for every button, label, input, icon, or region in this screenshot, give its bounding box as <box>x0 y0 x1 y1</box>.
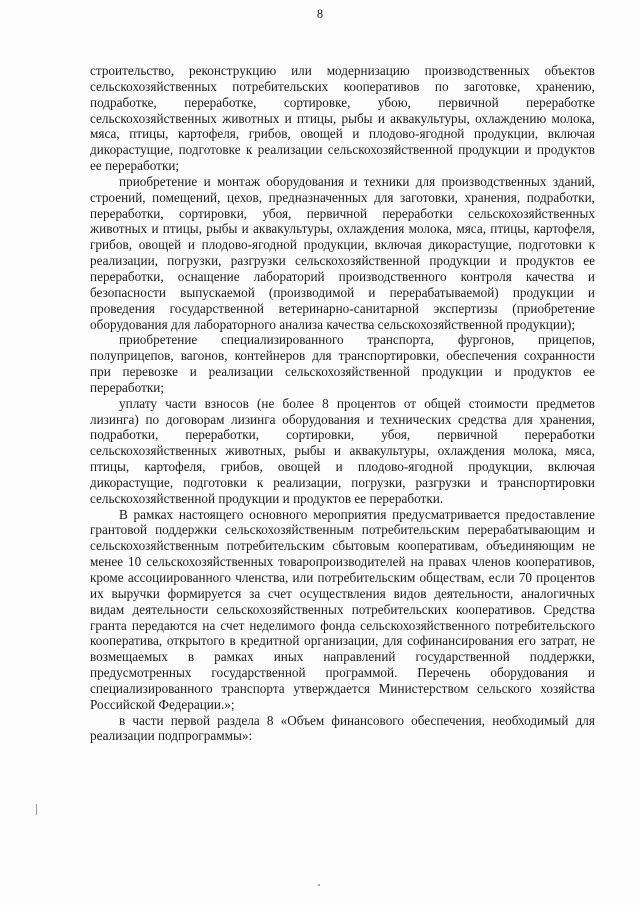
paragraph-equipment: приобретение и монтаж оборудования и техники для производственных зданий, строений, помещений, цехов, предназначенных для заготовки, хранения, подработки, переработки, сортировки, убоя, первичной переработки сельскохозяйственных животных и птицы, рыбы и аквакультуры, охлаждения молока, мяса, птицы, картофеля, грибов, овощей и плодово-ягодной продукции, включая дикорастущие, подготовки к реализации, погрузки, разгрузки сельскохозяйственной продукции и продуктов ее переработки, оснащение лабораторий производственного контроля качества и безопасности выпускаемой (производимой и перерабатываемой) продукции и проведения государственной ветеринарно-санитарной экспертизы (приобретение оборудования для лабораторного анализа качества сельскохозяйственной продукции); <box>90 173 595 332</box>
paragraph-grant-support: В рамках настоящего основного мероприятия предусматривается предоставление грантовой поддержки сельскохозяйственным потребительским перерабатывающим и сельскохозяйственным потребительским сбытовым кооперативам, объединяющим не менее 10 сельскохозяйственных товаропроизводителей на правах членов кооперативов, кроме ассоциированного членства, или потребительским обществам, если 70 процентов их выручки формируется за счет осуществления видов деятельности, аналогичных видам деятельности сельскохозяйственных потребительских кооперативов. Средства гранта передаются на счет неделимого фонда сельскохозяйственного потребительского кооператива, открытого в кредитной организации, для софинансирования его затрат, не возмещаемых в рамках иных направлений государственной поддержки, предусмотренных государственной программой. Перечень оборудования и специализированного транспорта утверждается Министерством сельского хозяйства Российской Федерации.»; <box>90 506 595 712</box>
paragraph-leasing: уплату части взносов (не более 8 процентов от общей стоимости предметов лизинга) по договорам лизинга оборудования и технических средства для хранения, подработки, переработки, сортировки, убоя, первичной переработки сельскохозяйственных животных, рыбы и аквакультуры, охлаждения молока, мяса, птицы, картофеля, грибов, овощей и плодово-ягодной продукции, включая дикорастущие, подготовки к реализации, погрузки, разгрузки и транспортировки сельскохозяйственной продукции и продуктов ее переработки. <box>90 395 595 506</box>
page-number: 8 <box>316 7 324 21</box>
scan-speck <box>318 884 320 886</box>
document-body <box>90 63 595 744</box>
margin-mark <box>36 804 37 815</box>
paragraph-construction: строительство, реконструкцию или модернизацию производственных объектов сельскохозяйственных потребительских кооперативов по заготовке, хранению, подработке, переработке, сортировке, убою, первичной переработке сельскохозяйственных животных и птицы, рыбы и аквакультуры, охлаждению молока, мяса, птицы, картофеля, грибов, овощей и плодово-ягодной продукции, включая дикорастущие, подготовке к реализации сельскохозяйственной продукции и продуктов ее переработки; <box>90 63 595 174</box>
paragraph-section-8: в части первой раздела 8 «Объем финансового обеспечения, необходимый для реализации подпрограммы»: <box>90 712 595 744</box>
paragraph-transport: приобретение специализированного транспорта, фургонов, прицепов, полуприцепов, вагонов, контейнеров для транспортировки, обеспечения сохранности при перевозке и реализации сельскохозяйственной продукции и продуктов ее переработки; <box>90 332 595 395</box>
